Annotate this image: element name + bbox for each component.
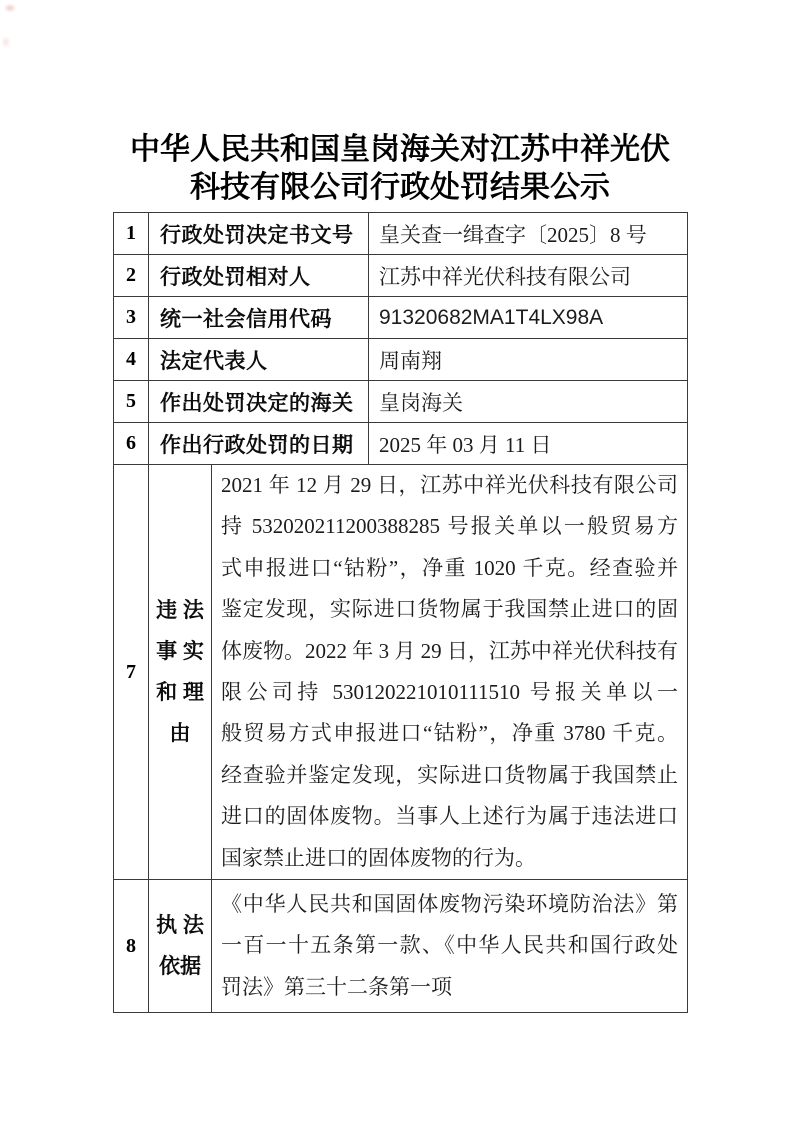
row-label: 行政处罚相对人 xyxy=(149,255,369,297)
table-row xyxy=(114,423,688,465)
table-row xyxy=(114,255,688,297)
row-label-vertical: 执 法 依据 xyxy=(149,880,212,1013)
row-number: 4 xyxy=(114,339,149,381)
table-row-legal-basis xyxy=(114,880,688,1013)
row-number: 8 xyxy=(114,880,149,1013)
row-number: 2 xyxy=(114,255,149,297)
table-row xyxy=(114,381,688,423)
row-label: 法定代表人 xyxy=(149,339,369,381)
row-value: 周南翔 xyxy=(369,339,688,381)
scan-artifact-red-mark xyxy=(0,0,30,60)
row-label: 统一社会信用代码 xyxy=(149,297,369,339)
page-title xyxy=(0,131,800,207)
row-number: 3 xyxy=(114,297,149,339)
row-number: 7 xyxy=(114,465,149,880)
row-number: 5 xyxy=(114,381,149,423)
legal-basis-text: 《中华人民共和国固体废物污染环境防治法》第 一百一十五条第一款、《中华人民共和国行政处 罚法》第三十二条第一项 xyxy=(212,880,688,1013)
row-value: 91320682MA1T4LX98A xyxy=(369,297,688,339)
row-label: 作出处罚决定的海关 xyxy=(149,381,369,423)
penalty-result-table xyxy=(113,212,688,1013)
row-value: 皇关查一缉查字〔2025〕8 号 xyxy=(369,213,688,255)
table-row-violation-facts xyxy=(114,465,688,880)
row-value: 皇岗海关 xyxy=(369,381,688,423)
row-number: 6 xyxy=(114,423,149,465)
table-row xyxy=(114,297,688,339)
table-row xyxy=(114,213,688,255)
row-number: 1 xyxy=(114,213,149,255)
violation-facts-text: 2021 年 12 月 29 日，江苏中祥光伏科技有限公司 持 532020211200388285 号报关单以一般贸易方 式申报进口“钴粉”，净重 1020 千克。经查验并 鉴定发现，实际进口货物属于我国禁止进口的固 体废物。2022 年 3 月 29 日，江苏中祥光伏科技有 限公司持 530120221010111510 号报关单以一 般贸易方式申报进口“钴粉”，净重 3780 千克。 经查验并鉴定发现，实际进口货物属于我国禁止 进口的固体废物。当事人上述行为属于违法进口 国家禁止进口的固体废物的行为。 xyxy=(212,465,688,880)
table-row xyxy=(114,339,688,381)
row-value: 2025 年 03 月 11 日 xyxy=(369,423,688,465)
row-label: 作出行政处罚的日期 xyxy=(149,423,369,465)
row-label-vertical: 违 法 事 实 和 理 由 xyxy=(149,465,212,880)
page-title-line1: 中华人民共和国皇岗海关对江苏中祥光伏 xyxy=(130,133,670,166)
row-label: 行政处罚决定书文号 xyxy=(149,213,369,255)
page-title-line2: 科技有限公司行政处罚结果公示 xyxy=(190,171,610,204)
row-value: 江苏中祥光伏科技有限公司 xyxy=(369,255,688,297)
